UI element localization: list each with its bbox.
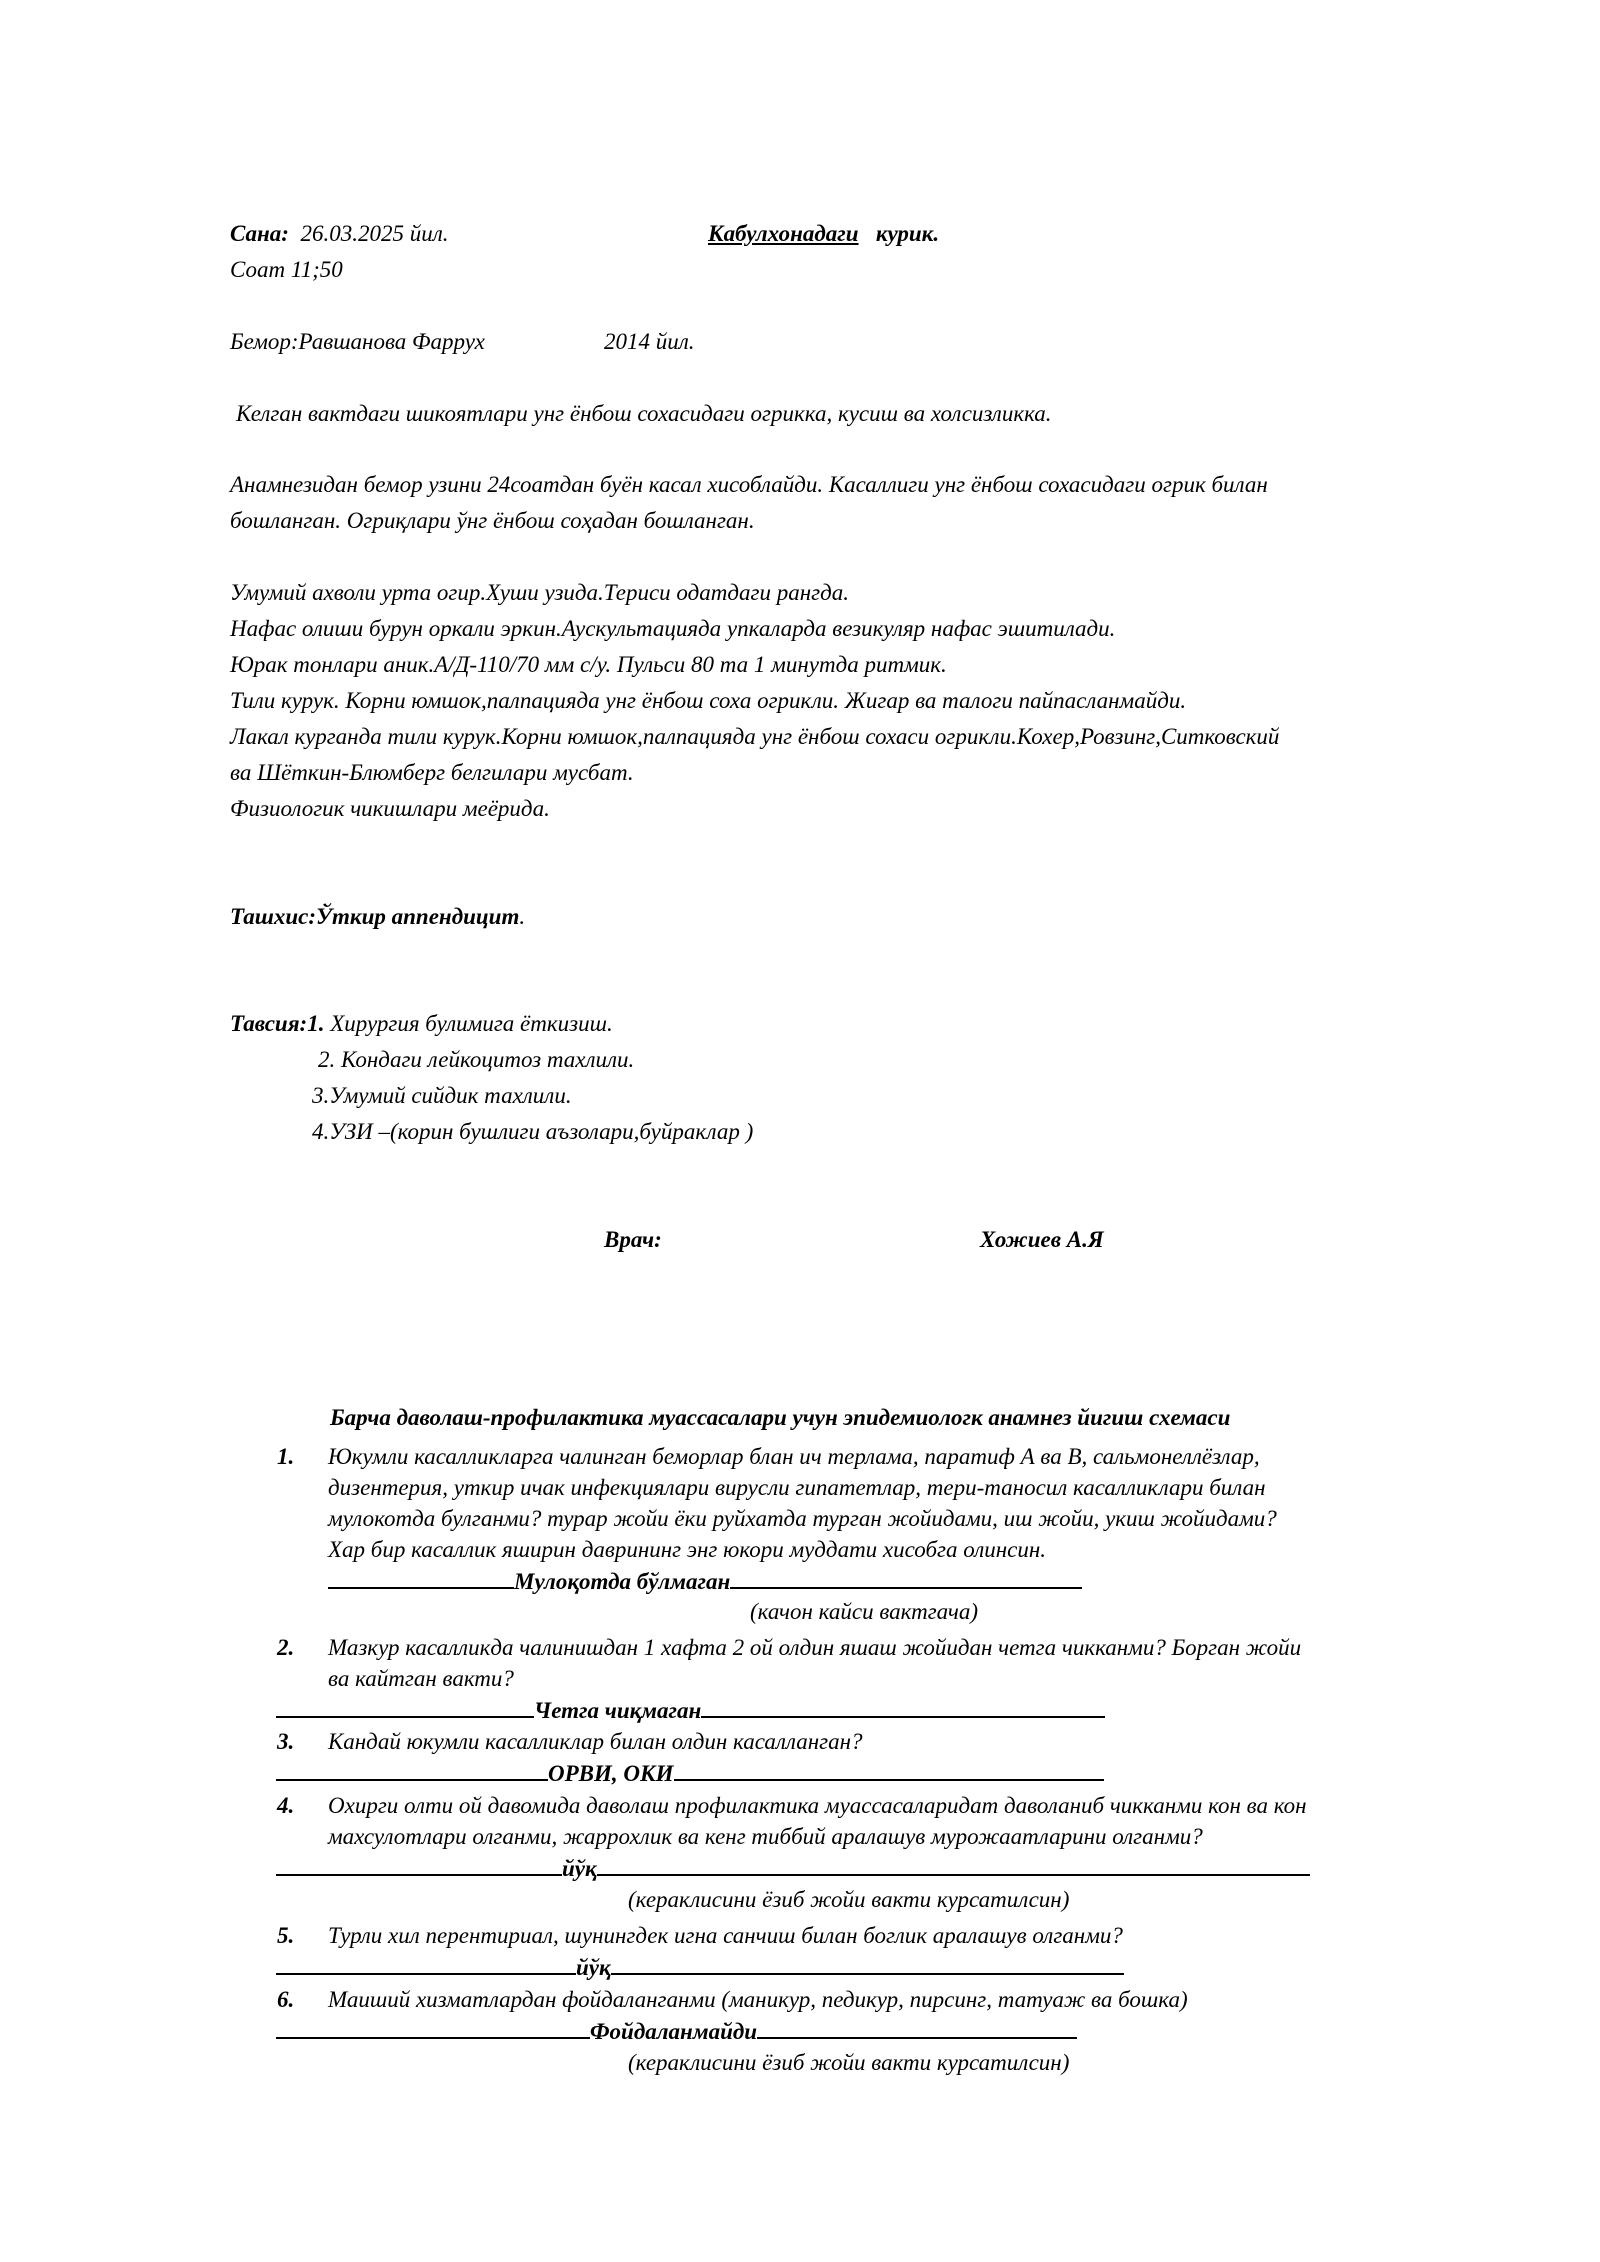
question-line: Охирги олти ой давомида даволаш профилактика муассасаларидат даволаниб чикканми кон ва кон — [328, 1793, 1307, 1818]
question-line: ва кайтган вакти? — [328, 1666, 514, 1691]
answer-text: ОРВИ, ОКИ — [548, 1761, 674, 1786]
question-line: дизентерия, уткир ичак инфекциялари вирусли гипатетлар, тери-таносил касалликлари билан — [328, 1475, 1266, 1500]
status-line: Юрак тонлари аник.А/Д-110/70 мм с/у. Пульси 80 та 1 минутда ритмик. — [230, 652, 947, 677]
diagnosis — [230, 899, 525, 935]
anamnesis-line: бошланган. Огриқлари ўнг ёнбош соҳадан бошланган. — [230, 508, 755, 533]
question-number: 2. — [277, 1635, 295, 1660]
anamnesis-line: Анамнезидан бемор узини 24соатдан буён касал хисоблайди. Касаллиги унг ёнбош сохасидаги огрик билан — [230, 472, 1268, 497]
answer-text: йўқ — [576, 1955, 611, 1980]
doctor-label: Врач: — [604, 1227, 662, 1252]
status-line: Нафас олиши бурун оркали эркин.Аускультацияда упкаларда везикуляр нафас эшитилади. — [230, 616, 1116, 641]
title-part2: курик. — [875, 221, 940, 246]
question-line: Юкумли касалликларга чалинган беморлар блан ич терлама, паратиф А ва В, сальмонеллёзлар, — [328, 1444, 1260, 1469]
question-line: Мазкур касалликда чалинишдан 1 хафта 2 ой олдин яшаш жойидан четга чикканми? Борган жойи — [328, 1635, 1302, 1660]
status-line: Физиологик чикишлари меёрида. — [230, 796, 550, 821]
answer-text: Мулоқотда бўлмаган — [514, 1569, 731, 1594]
question-line: Кандай юкумли касалликлар билан олдин касалланган? — [328, 1729, 863, 1754]
recommendation-item: 4.УЗИ –(корин бушлиги аъзолари,буйраклар ) — [312, 1119, 754, 1144]
answer-line — [276, 1694, 1105, 1726]
question-line: мулокотда булганми? турар жойи ёки руйхатда турган жойидами, иш жойи, укиш жойидами? — [328, 1506, 1277, 1531]
answer-text: Фойдаланмайди — [590, 2019, 758, 2044]
time-line: Соат 11;50 — [230, 257, 343, 282]
status-line: Умумий ахволи урта огир.Хуши узида.Териси одатдаги рангда. — [230, 580, 850, 605]
patient-year: 2014 йил. — [604, 329, 695, 354]
answer-note: (качон кайси вактгача) — [750, 1599, 979, 1624]
recommendation-text: Хирургия булимига ёткизиш. — [330, 1011, 613, 1036]
recommendation-item: 3.Умумий сийдик тахлили. — [312, 1083, 572, 1108]
question-number: 3. — [277, 1729, 295, 1754]
date-value: 26.03.2025 йил. — [300, 221, 449, 246]
question-number: 6. — [277, 1987, 295, 2012]
answer-text: йўқ — [562, 1856, 597, 1881]
answer-line — [276, 1852, 1310, 1884]
question-line: Хар бир касаллик яширин даврининг энг юкори муддати хисобга олинсин. — [328, 1537, 1046, 1562]
status-line: Лакал курганда тили курук.Корни юмшок,палпацияда унг ёнбош сохаси огрикли.Кохер,Ровзинг,Ситковский — [230, 724, 1280, 749]
recommendation-label: Тавсия: — [230, 1011, 308, 1036]
doctor-name: Хожиев А.Я — [980, 1227, 1104, 1252]
question-line: Маиший хизматлардан фойдаланганми (маникур, педикур, пирсинг, татуаж ва бошка) — [328, 1987, 1188, 2012]
complaints: Келган вактдаги шикоятлари унг ёнбош сохасидаги огрикка, кусиш ва холсизликка. — [236, 401, 1052, 426]
diagnosis-text: Ташхис:Ўткир аппендицит — [230, 904, 520, 929]
question-number: 5. — [277, 1923, 295, 1948]
answer-note: (кераклисини ёзиб жойи вакти курсатилсин) — [628, 2050, 1070, 2075]
recommendation-1 — [230, 1006, 613, 1042]
diagnosis-period: . — [519, 904, 526, 929]
answer-line — [276, 1951, 1124, 1983]
question-line: махсулотлари олганми, жаррохлик ва кенг тиббий аралашув мурожаатларини олганми? — [328, 1824, 1203, 1849]
answer-line — [328, 1565, 1082, 1597]
answer-line — [276, 1757, 1104, 1789]
recommendation-item: 2. Кондаги лейкоцитоз тахлили. — [318, 1047, 635, 1072]
question-line: Турли хил перентириал, шунингдек игна санчиш билан боглик аралашув олганми? — [328, 1923, 1123, 1948]
epid-title: Барча даволаш-профилактика муассасалари учун эпидемиологк анамнез йигиш схемаси — [330, 1405, 1231, 1430]
date-label: Сана: — [230, 221, 289, 246]
answer-line — [276, 2015, 1077, 2047]
recommendation-num: 1. — [307, 1011, 325, 1036]
answer-note: (кераклисини ёзиб жойи вакти курсатилсин) — [628, 1887, 1070, 1912]
question-number: 1. — [277, 1444, 295, 1469]
date-line — [230, 216, 448, 252]
answer-text: Четга чиқмаган — [534, 1698, 702, 1723]
title-part1: Кабулхонадаги — [708, 221, 859, 246]
document-title — [708, 216, 939, 252]
status-line: ва Шёткин-Блюмберг белгилари мусбат. — [230, 760, 634, 785]
patient-name: Бемор:Равшанова Фаррух — [230, 329, 485, 354]
question-number: 4. — [277, 1793, 295, 1818]
status-line: Тили курук. Корни юмшок,палпацияда унг ёнбош соха огрикли. Жигар ва талоги пайпасланмайди. — [230, 688, 1187, 713]
